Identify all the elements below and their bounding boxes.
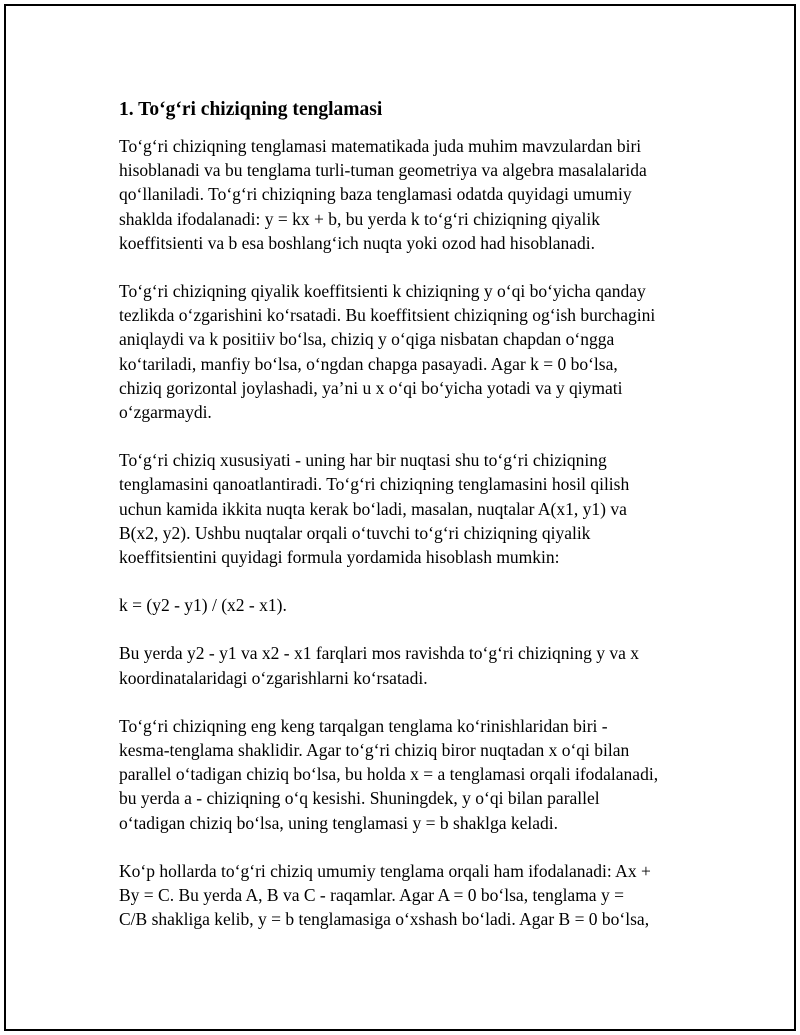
- document-body: [119, 96, 695, 955]
- text-line: koeffitsientini quyidagi formula yordamida hisoblash mumkin:: [119, 547, 560, 568]
- text-line: To‘g‘ri chiziqning tenglamasi matematikada juda muhim mavzulardan biri: [119, 136, 642, 156]
- text-line: To‘g‘ri chiziqning qiyalik koeffitsienti k chiziqning y o‘qi bo‘yicha qanday: [119, 281, 646, 302]
- text-line: kesma-tenglama shaklidir. Agar to‘g‘ri chiziq biror nuqtadan x o‘qi bilan: [119, 740, 630, 761]
- paragraph: [119, 641, 695, 689]
- text-line: To‘g‘ri chiziqning eng keng tarqalgan tenglama ko‘rinishlaridan biri -: [119, 715, 608, 736]
- paragraph: [119, 448, 695, 569]
- paragraph: [119, 859, 695, 932]
- paragraph: [119, 279, 695, 424]
- paragraph: [119, 714, 695, 835]
- text-line: ko‘tariladi, manfiy bo‘lsa, o‘ngdan chapga pasayadi. Agar k = 0 bo‘lsa,: [119, 353, 618, 374]
- text-line: uchun kamida ikkita nuqta kerak bo‘ladi, masalan, nuqtalar A(x1, y1) va: [119, 498, 627, 519]
- text-line: o‘zgarmaydi.: [119, 402, 212, 423]
- text-line: k = (y2 - y1) / (x2 - x1).: [119, 595, 287, 616]
- text-line: Ko‘p hollarda to‘g‘ri chiziq umumiy tenglama orqali ham ifodalanadi: Ax +: [119, 860, 651, 881]
- paragraph: [119, 134, 695, 255]
- text-line: C/B shakliga kelib, y = b tenglamasiga o‘xshash bo‘ladi. Agar B = 0 bo‘lsa,: [119, 909, 650, 930]
- text-line: bu yerda a - chiziqning o‘q kesishi. Shuningdek, y o‘qi bilan parallel: [119, 788, 600, 809]
- text-line: hisoblanadi va bu tenglama turli-tuman geometriya va algebra masalalarida: [119, 160, 647, 181]
- text-line: koeffitsienti va b esa boshlang‘ich nuqta yoki ozod had hisoblanadi.: [119, 232, 595, 253]
- text-line: B(x2, y2). Ushbu nuqtalar orqali o‘tuvchi to‘g‘ri chiziqning qiyalik: [119, 522, 591, 543]
- text-line: tezlikda o‘zgarishini ko‘rsatadi. Bu koeffitsient chiziqning og‘ish burchagini: [119, 305, 656, 326]
- text-line: chiziq gorizontal joylashadi, ya’ni u x o‘qi bo‘yicha yotadi va y qiymati: [119, 377, 623, 398]
- text-line: aniqlaydi va k positiiv bo‘lsa, chiziq y o‘qiga nisbatan chapdan o‘ngga: [119, 329, 615, 350]
- text-line: tenglamasini qanoatlantiradi. To‘g‘ri chiziqning tenglamasini hosil qilish: [119, 474, 630, 495]
- text-line: By = C. Bu yerda A, B va C - raqamlar. Agar A = 0 bo‘lsa, tenglama y =: [119, 885, 624, 906]
- text-line: o‘tadigan chiziq bo‘lsa, uning tenglamasi y = b shaklga keladi.: [119, 812, 558, 833]
- text-line: koordinatalaridagi o‘zgarishlarni ko‘rsatadi.: [119, 667, 428, 688]
- text-line: To‘g‘ri chiziq xususiyati - uning har bir nuqtasi shu to‘g‘ri chiziqning: [119, 450, 607, 471]
- page-frame: [4, 4, 796, 1031]
- text-line: qo‘llaniladi. To‘g‘ri chiziqning baza tenglamasi odatda quyidagi umumiy: [119, 184, 632, 205]
- text-line: parallel o‘tadigan chiziq bo‘lsa, bu holda x = a tenglamasi orqali ifodalanadi,: [119, 764, 659, 785]
- paragraph-list: [119, 134, 695, 931]
- text-line: Bu yerda y2 - y1 va x2 - x1 farqlari mos ravishda to‘g‘ri chiziqning y va x: [119, 643, 640, 664]
- text-line: shaklda ifodalanadi: y = kx + b, bu yerda k to‘g‘ri chiziqning qiyalik: [119, 208, 600, 229]
- paragraph: [119, 593, 695, 617]
- section-heading: 1. To‘g‘ri chiziqning tenglamasi: [119, 99, 383, 120]
